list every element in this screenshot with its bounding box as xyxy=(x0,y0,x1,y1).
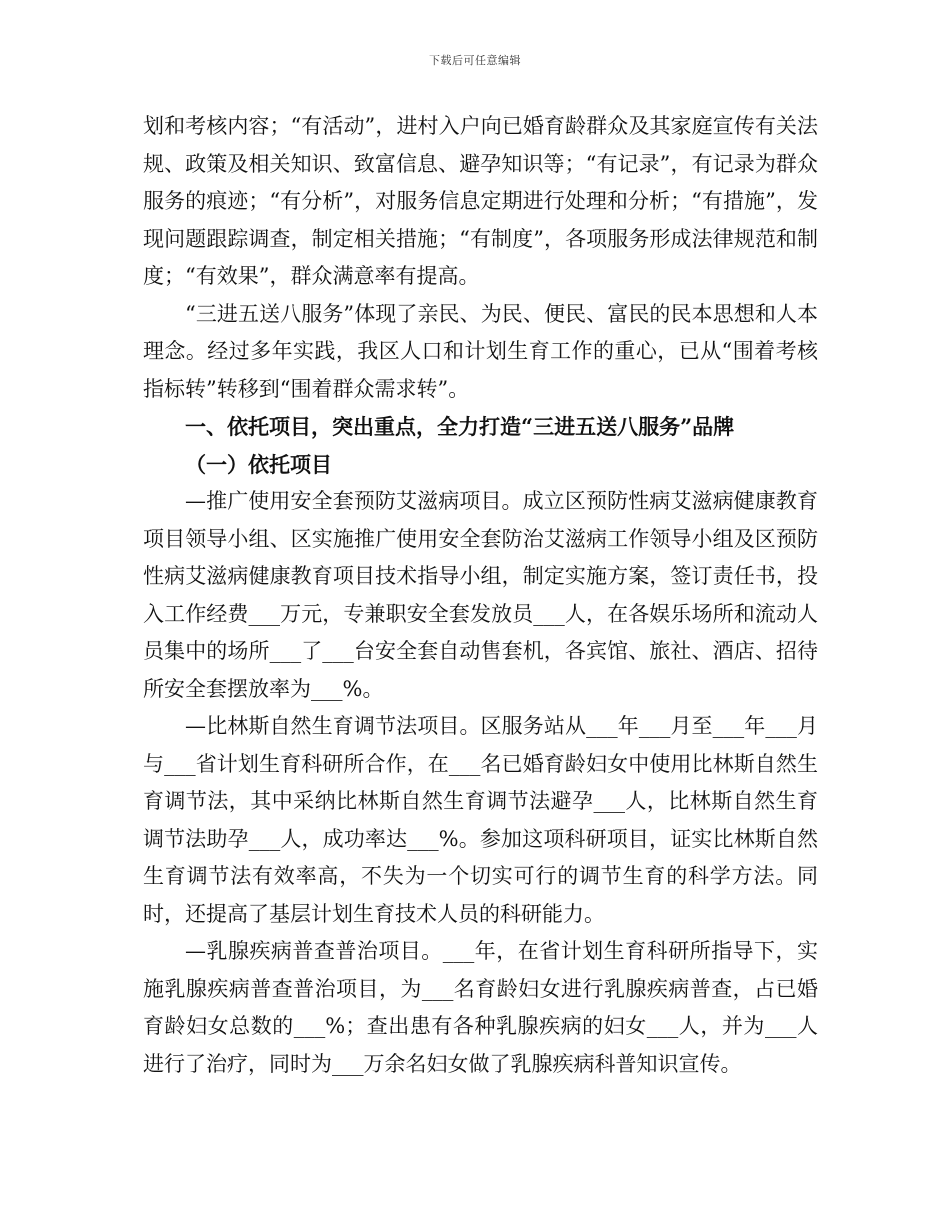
paragraph-billings-project: —比林斯自然生育调节法项目。区服务站从___年___月至___年___月与___省计划生育科研所合作，在___名已婚育龄妇女中使用比林斯自然生育调节法，其中采纳比林斯自然生育调节法避孕___人，比林斯自然生育调节法助孕___人，成功率达___%。参加这项科研项目，证实比林斯自然生育调节法有效率高，不失为一个切实可行的调节生育的科学方法。同时，还提高了基层计划生育技术人员的科研能力。 xyxy=(143,714,818,926)
paragraph-concept: “三进五送八服务”体现了亲民、为民、便民、富民的民本思想和人本理念。经过多年实践，我区人口和计划生育工作的重心，已从“围着考核指标转”转移到“围着群众需求转”。 xyxy=(143,301,818,401)
paragraph-condom-project: —推广使用安全套预防艾滋病项目。成立区预防性病艾滋病健康教育项目领导小组、区实施推广使用安全套防治艾滋病工作领导小组及区预防性病艾滋病健康教育项目技术指导小组，制定实施方案，签订责任书，投入工作经费___万元，专兼职安全套发放员___人，在各娱乐场所和流动人员集中的场所___了___台安全套自动售套机，各宾馆、旅社、酒店、招待所安全套摆放率为___%。 xyxy=(143,489,818,701)
subsection-heading: （一）依托项目 xyxy=(185,451,332,477)
paragraph-breast-disease-project: —乳腺疾病普查普治项目。___年，在省计划生育科研所指导下，实施乳腺疾病普查普治项目，为___名育龄妇女进行乳腺疾病普查，占已婚育龄妇女总数的___%；查出患有各种乳腺疾病的妇女___人，并为___人进行了治疗，同时为___万余名妇女做了乳腺疾病科普知识宣传。 xyxy=(143,939,818,1076)
section-heading: 一、依托项目，突出重点，全力打造“三进五送八服务”品牌 xyxy=(185,414,735,439)
document-body xyxy=(143,108,818,1083)
page-header-note: 下载后可任意编辑 xyxy=(429,54,521,67)
paragraph-continuation: 划和考核内容；“有活动”，进村入户向已婚育龄群众及其家庭宣传有关法规、政策及相关知识、致富信息、避孕知识等；“有记录”，有记录为群众服务的痕迹；“有分析”，对服务信息定期进行处理和分析；“有措施”，发现问题跟踪调查，制定相关措施；“有制度”，各项服务形成法律规范和制度；“有效果”，群众满意率有提高。 xyxy=(143,114,818,288)
